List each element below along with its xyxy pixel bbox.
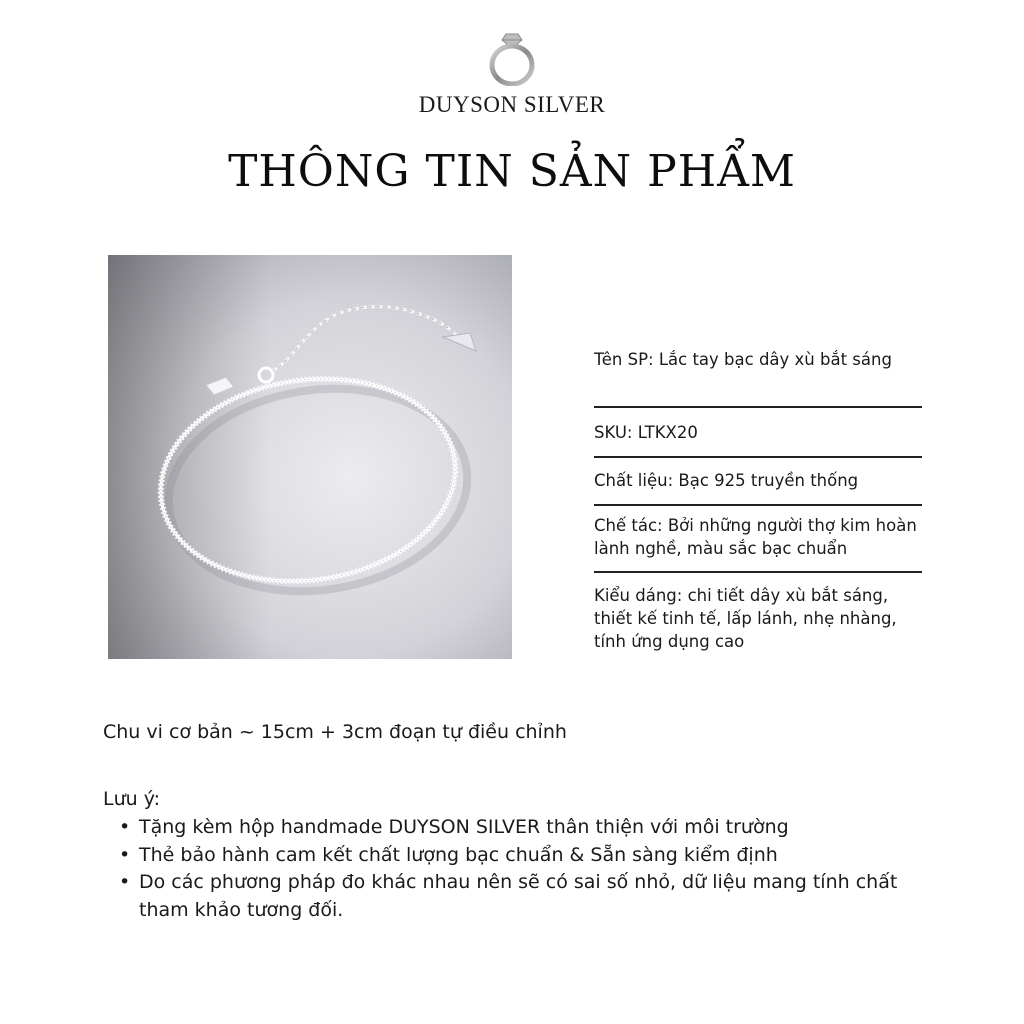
size-note: Chu vi cơ bản ~ 15cm + 3cm đoạn tự điều chỉnh: [103, 721, 567, 743]
list-item: [103, 842, 933, 870]
brand-name: DUYSON SILVER: [418, 92, 606, 117]
notes-list: [103, 814, 933, 924]
spec-product-name: Tên SP: Lắc tay bạc dây xù bắt sáng: [594, 350, 892, 369]
spec-material: Chất liệu: Bạc 925 truyền thống: [594, 471, 859, 490]
product-photo: [108, 255, 512, 659]
note-text: Thẻ bảo hành cam kết chất lượng bạc chuẩn & Sẵn sàng kiểm định: [139, 843, 778, 866]
bullet-icon: •: [119, 871, 131, 893]
page-title: THÔNG TIN SẢN PHẨM: [228, 146, 796, 197]
notes-label: Lưu ý:: [103, 788, 160, 810]
spec-craftsmanship: Chế tác: Bởi những người thợ kim hoàn lành nghề, màu sắc bạc chuẩn: [594, 516, 917, 558]
spec-style: Kiểu dáng: chi tiết dây xù bắt sáng, thiết kế tinh tế, lấp lánh, nhẹ nhàng, tính ứng dụng cao: [594, 586, 897, 651]
list-item: [103, 814, 933, 842]
bullet-icon: •: [119, 843, 131, 866]
note-text: Tặng kèm hộp handmade DUYSON SILVER thân thiện với môi trường: [139, 816, 789, 838]
spec-list: [594, 348, 922, 653]
spec-sku: SKU: LTKX20: [594, 423, 698, 442]
list-item: [103, 869, 933, 924]
note-text: Do các phương pháp đo khác nhau nên sẽ có sai số nhỏ, dữ liệu mang tính chất tham khảo tương đối.: [139, 871, 898, 921]
ring-icon: [487, 30, 537, 86]
bullet-icon: •: [119, 816, 131, 838]
